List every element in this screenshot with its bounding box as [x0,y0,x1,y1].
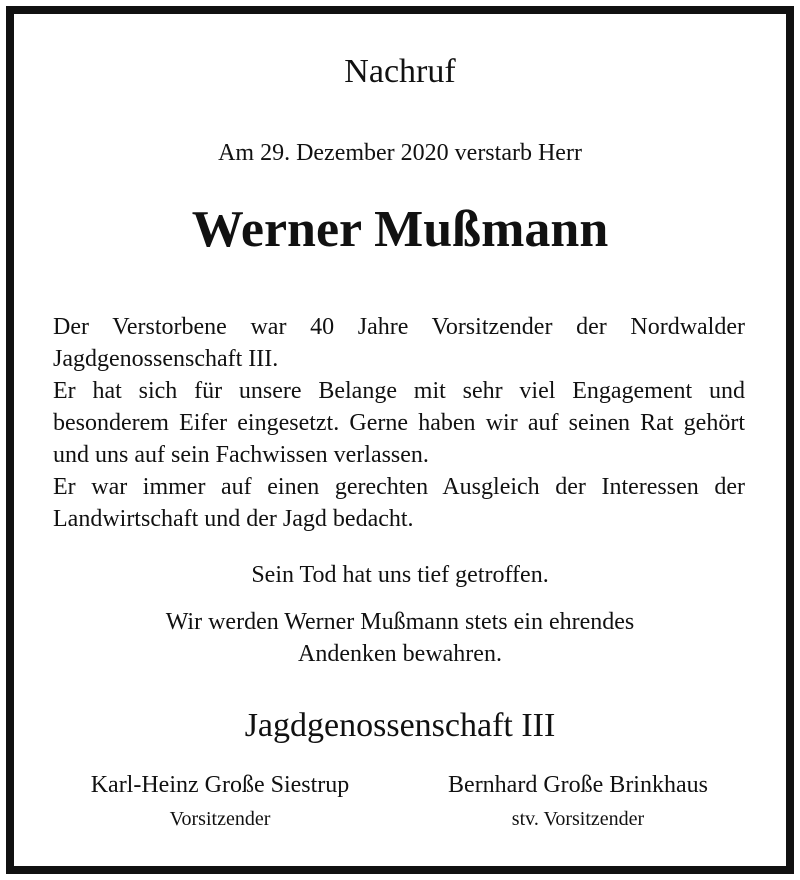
deceased-name: Werner Mußmann [191,201,609,258]
organization-name: Jagdgenossenschaft III [244,707,556,744]
paragraph-engagement: Er hat sich für unsere Belange mit sehr viel Engagement und besonderem Eifer eingesetzt. Gerne haben wir auf seinen Rat gehört und uns auf sein Fachwissen verlassen. [53,378,745,468]
signatory-name: Karl-Heinz Große Siestrup [90,772,350,798]
death-announcement: Am 29. Dezember 2020 verstarb Herr [218,140,582,166]
paragraph-tenure: Der Verstorbene war 40 Jahre Vorsitzender der Nordwalder Jagdgenossenschaft III. [53,314,745,372]
signatory-role: Vorsitzender [169,808,271,830]
signatory-role: stv. Vorsitzender [511,808,645,830]
remembrance-line: Wir werden Werner Mußmann stets ein ehrendes Andenken bewahren. [165,609,635,667]
signatory-chair [40,770,400,832]
signatory-deputy-chair [398,770,758,832]
paragraph-balance: Er war immer auf einen gerechten Ausgleich der Interessen der Landwirtschaft und der Jagd bedacht. [53,474,745,532]
condolence-line: Sein Tod hat uns tief getroffen. [251,562,549,588]
signatory-name: Bernhard Große Brinkhaus [448,772,708,798]
obituary-text [53,311,745,535]
notice-heading: Nachruf [344,53,456,90]
